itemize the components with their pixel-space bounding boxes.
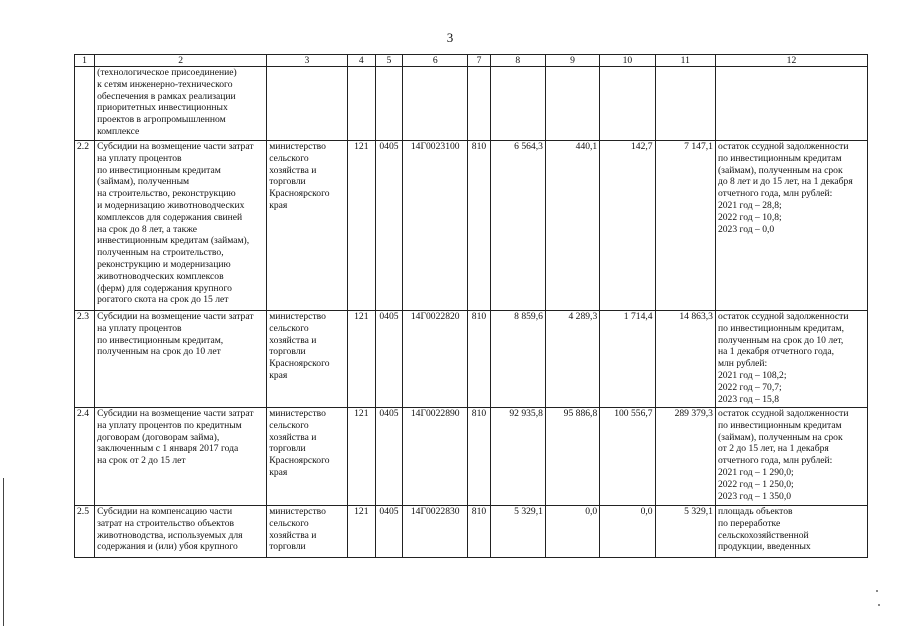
row-col4: 121 <box>347 408 375 506</box>
row-col6: 14Г0023100 <box>403 141 468 311</box>
row-col9 <box>545 67 599 141</box>
row-col9: 440,1 <box>545 141 599 311</box>
row-col5: 0405 <box>375 141 402 311</box>
row-col7 <box>468 67 490 141</box>
row-agency: министерство сельского хозяйства и торговли Красноярского края <box>267 408 348 506</box>
row-col9: 4 289,3 <box>545 311 599 408</box>
row-number <box>75 67 95 141</box>
table-row <box>75 67 868 141</box>
row-col6: 14Г0022820 <box>403 311 468 408</box>
col-header-8: 8 <box>490 55 545 67</box>
row-col7: 810 <box>468 408 490 506</box>
table-row <box>75 141 868 311</box>
col-header-7: 7 <box>468 55 490 67</box>
row-col10 <box>600 67 655 141</box>
row-name: Субсидии на возмещение части затрат на уплату процентов по инвестиционным кредитам (займам), полученным на строительство, реконструкцию и модернизацию животноводческих комплексов для содержания свиней на срок до 8 лет, а также инвестиционным кредитам (займам), полученным на строительство, реконструкцию и модернизацию животноводческих комплексов (ферм) для содержания крупного рогатого скота на срок до 15 лет <box>95 141 267 311</box>
row-col11: 5 329,1 <box>655 506 715 558</box>
header-row <box>75 55 868 67</box>
scan-speck <box>878 604 880 606</box>
row-col11: 7 147,1 <box>655 141 715 311</box>
table-row <box>75 408 868 506</box>
row-col8: 92 935,8 <box>490 408 545 506</box>
row-col4 <box>347 67 375 141</box>
col-header-10: 10 <box>600 55 655 67</box>
row-col7: 810 <box>468 311 490 408</box>
row-col6: 14Г0022890 <box>403 408 468 506</box>
row-col10: 142,7 <box>600 141 655 311</box>
row-col8: 5 329,1 <box>490 506 545 558</box>
scan-margin-line <box>3 478 4 626</box>
table-row <box>75 506 868 558</box>
row-col11: 14 863,3 <box>655 311 715 408</box>
row-agency: министерство сельского хозяйства и торговли Красноярского края <box>267 141 348 311</box>
row-col4: 121 <box>347 311 375 408</box>
row-col7: 810 <box>468 506 490 558</box>
row-indicator: остаток ссудной задолженности по инвестиционным кредитам, полученным на срок до 10 лет, на 1 декабря отчетного года, млн рублей: 2021 год – 108,2; 2022 год – 70,7; 2023 год – 15,8 <box>715 311 867 408</box>
scan-speck <box>876 590 878 592</box>
col-header-1: 1 <box>75 55 95 67</box>
row-col10: 0,0 <box>600 506 655 558</box>
row-indicator <box>715 67 867 141</box>
row-indicator: площадь объектов по переработке сельскохозяйственной продукции, введенных <box>715 506 867 558</box>
row-col6: 14Г0022830 <box>403 506 468 558</box>
col-header-4: 4 <box>347 55 375 67</box>
row-number: 2.5 <box>75 506 95 558</box>
col-header-12: 12 <box>715 55 867 67</box>
row-col4: 121 <box>347 506 375 558</box>
row-number: 2.4 <box>75 408 95 506</box>
program-table <box>74 54 868 558</box>
row-indicator: остаток ссудной задолженности по инвестиционным кредитам (займам), полученным на срок до 8 лет и до 15 лет, на 1 декабря отчетного года, млн рублей: 2021 год – 28,8; 2022 год – 10,8; 2023 год – 0,0 <box>715 141 867 311</box>
row-col9: 0,0 <box>545 506 599 558</box>
row-col5: 0405 <box>375 408 402 506</box>
row-number: 2.2 <box>75 141 95 311</box>
row-col6 <box>403 67 468 141</box>
row-col5: 0405 <box>375 506 402 558</box>
row-col5 <box>375 67 402 141</box>
row-name: (технологическое присоединение) к сетям инженерно-технического обеспечения в рамках реализации приоритетных инвестиционных проектов в агропромышленном комплексе <box>95 67 267 141</box>
row-name: Субсидии на компенсацию части затрат на строительство объектов животноводства, используемых для содержания и (или) убоя крупного <box>95 506 267 558</box>
row-name: Субсидии на возмещение части затрат на уплату процентов по кредитным договорам (договорам займа), заключенным с 1 января 2017 года на срок от 2 до 15 лет <box>95 408 267 506</box>
col-header-5: 5 <box>375 55 402 67</box>
row-col5: 0405 <box>375 311 402 408</box>
row-agency <box>267 67 348 141</box>
row-agency: министерство сельского хозяйства и торговли Красноярского края <box>267 311 348 408</box>
row-number: 2.3 <box>75 311 95 408</box>
col-header-2: 2 <box>95 55 267 67</box>
page-number: 3 <box>446 30 454 45</box>
row-col11: 289 379,3 <box>655 408 715 506</box>
row-col10: 1 714,4 <box>600 311 655 408</box>
row-col9: 95 886,8 <box>545 408 599 506</box>
col-header-6: 6 <box>403 55 468 67</box>
row-col7: 810 <box>468 141 490 311</box>
row-name: Субсидии на возмещение части затрат на уплату процентов по инвестиционным кредитам, полученным на срок до 10 лет <box>95 311 267 408</box>
table-row <box>75 311 868 408</box>
row-agency: министерство сельского хозяйства и торговли <box>267 506 348 558</box>
col-header-3: 3 <box>267 55 348 67</box>
row-col8: 6 564,3 <box>490 141 545 311</box>
col-header-9: 9 <box>545 55 599 67</box>
row-col10: 100 556,7 <box>600 408 655 506</box>
row-col11 <box>655 67 715 141</box>
row-col4: 121 <box>347 141 375 311</box>
row-col8: 8 859,6 <box>490 311 545 408</box>
col-header-11: 11 <box>655 55 715 67</box>
row-indicator: остаток ссудной задолженности по инвестиционным кредитам (займам), полученным на срок от 2 до 15 лет, на 1 декабря отчетного года, млн рублей: 2021 год – 1 290,0; 2022 год – 1 250,0; 2023 год – 1 350,0 <box>715 408 867 506</box>
row-col8 <box>490 67 545 141</box>
